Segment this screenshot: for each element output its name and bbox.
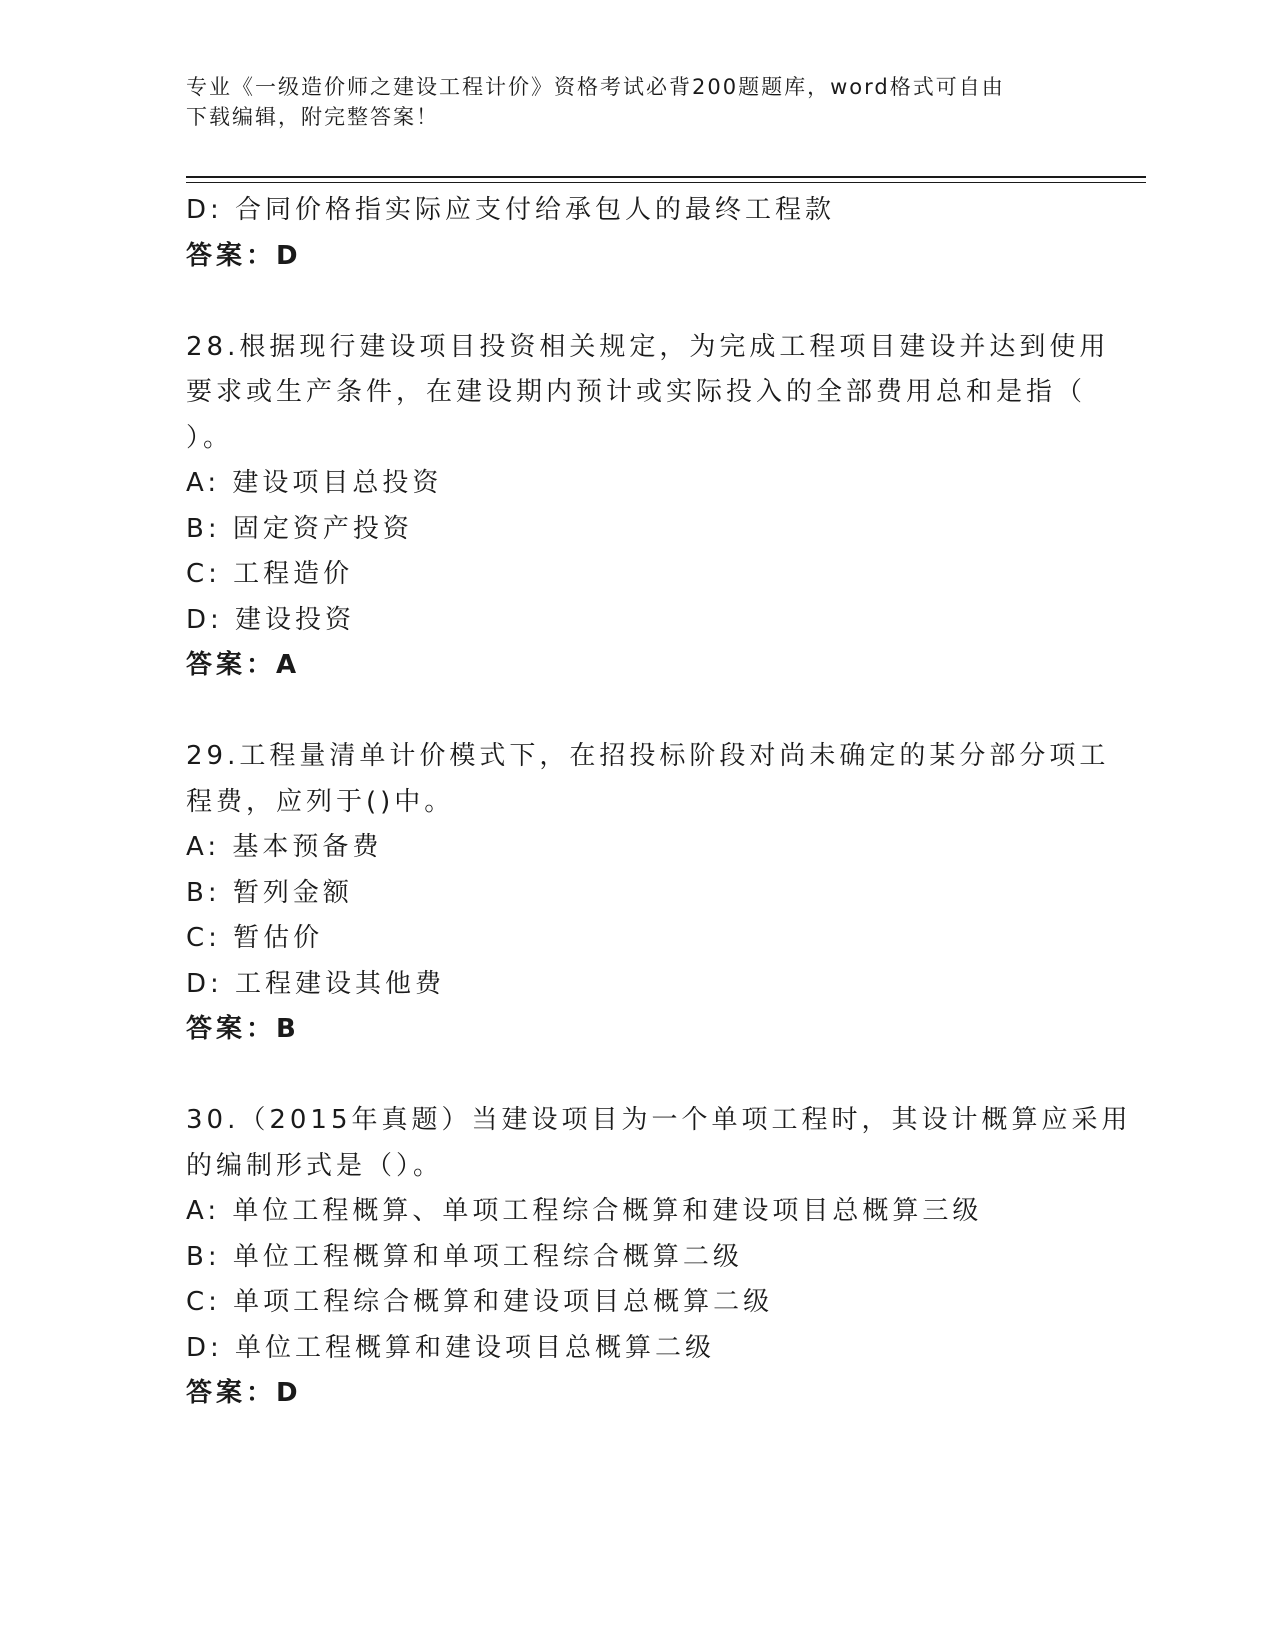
question-29-stem-line-1: 29.工程量清单计价模式下，在招投标阶段对尚未确定的某分部分项工 [186, 741, 1110, 771]
document-header [186, 72, 1066, 132]
question-28-stem-line-1: 28.根据现行建设项目投资相关规定，为完成工程项目建设并达到使用 [186, 331, 1110, 362]
question-29-stem-line-2: 程费，应列于()中。 [186, 786, 455, 817]
question-30-answer: 答案：D [186, 1378, 302, 1408]
spacer [186, 1053, 1086, 1099]
spacer [186, 689, 1086, 735]
question-28-option-d: D: 建设投资 [186, 604, 356, 635]
question-28-stem-line-3: ）。 [186, 422, 234, 453]
question-30-option-d: D: 单位工程概算和建设项目总概算二级 [186, 1332, 716, 1363]
question-29-option-d: D: 工程建设其他费 [186, 968, 446, 999]
spacer [186, 279, 1086, 325]
header-rule-thick [186, 176, 1146, 178]
question-30-option-c: C: 单项工程综合概算和建设项目总概算二级 [186, 1287, 774, 1317]
prev-answer: 答案：D [186, 240, 302, 271]
question-30-stem-line-1: 30.（2015年真题）当建设项目为一个单项工程时，其设计概算应采用 [186, 1105, 1132, 1135]
question-30-stem-line-2: 的编制形式是（）。 [186, 1150, 444, 1181]
question-29-option-a: A: 基本预备费 [186, 832, 383, 862]
question-28-answer: 答案：A [186, 650, 301, 680]
prev-option-d: D: 合同价格指实际应支付给承包人的最终工程款 [186, 195, 836, 225]
question-30-option-b: B: 单位工程概算和单项工程综合概算二级 [186, 1241, 743, 1272]
question-28-option-b: B: 固定资产投资 [186, 513, 413, 544]
header-line-2: 下载编辑，附完整答案！ [186, 105, 439, 129]
question-28-stem-line-2: 要求或生产条件，在建设期内预计或实际投入的全部费用总和是指（ [186, 377, 1087, 407]
header-line-1: 专业《一级造价师之建设工程计价》资格考试必背200题题库，word格式可自由 [186, 75, 1005, 99]
question-29-option-c: C: 暂估价 [186, 923, 324, 953]
header-rule-thin [186, 182, 1146, 183]
question-28-option-a: A: 建设项目总投资 [186, 468, 443, 498]
question-28-option-c: C: 工程造价 [186, 559, 354, 589]
question-list [186, 188, 1132, 1417]
question-29-option-b: B: 暂列金额 [186, 877, 353, 908]
question-30-option-a: A: 单位工程概算、单项工程综合概算和建设项目总概算三级 [186, 1196, 983, 1226]
question-29-answer: 答案：B [186, 1014, 300, 1044]
